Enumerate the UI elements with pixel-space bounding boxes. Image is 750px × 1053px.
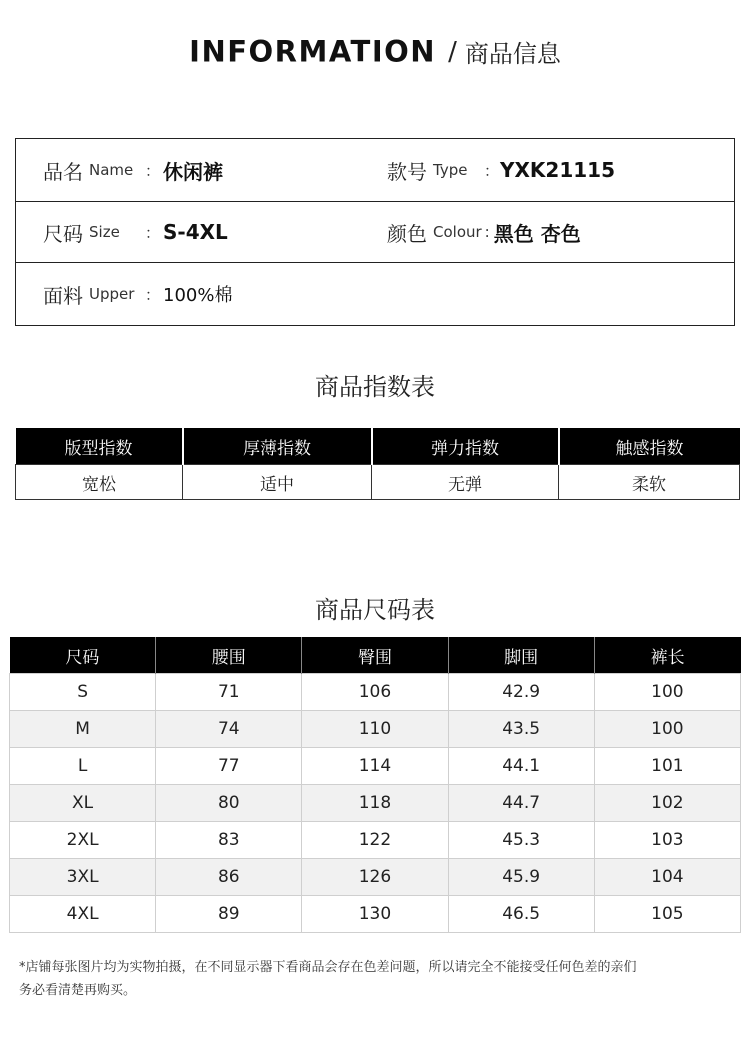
product-info-box [15,138,735,326]
table-row [10,748,741,785]
disclaimer-line-1: *店铺每张图片均为实物拍摄，在不同显示器下看商品会存在色差问题，所以请完全不能接受任何色差的亲们 [19,960,637,975]
length-cell: 105 [594,896,740,933]
index-section-title: 商品指数表 [315,373,435,401]
header-separator: / [448,36,457,67]
waist-cell: 80 [156,785,302,822]
size-header-length: 裤长 [594,637,740,674]
index-table [15,428,740,500]
hip-cell: 118 [302,785,448,822]
name-label-cn: 品名 [43,159,83,184]
type-label-cn: 款号 [387,159,427,184]
name-label-en: Name [89,161,134,179]
info-row-size-colour [16,202,734,263]
size-cell: 2XL [10,822,156,859]
size-section-title: 商品尺码表 [315,596,435,624]
index-value-thickness: 适中 [183,465,372,500]
size-table [9,637,741,933]
field-name-value [163,139,223,201]
size-header-waist: 腰围 [156,637,302,674]
upper-value: 100%棉 [163,285,233,306]
hem-cell: 46.5 [448,896,594,933]
size-colon: ： [145,223,161,242]
disclaimer-note [19,956,731,1002]
field-name-colon [145,139,160,201]
field-upper-colon [145,263,160,325]
table-row [10,674,741,711]
info-row-name-type [16,139,734,202]
disclaimer-line-2: 务必看清楚再购买。 [19,983,137,998]
field-upper [43,263,134,325]
index-value-elasticity: 无弹 [372,465,559,500]
size-cell: 3XL [10,859,156,896]
table-row [10,785,741,822]
type-value: YXK21115 [500,158,615,182]
upper-label-cn: 面料 [43,283,83,308]
table-row [10,896,741,933]
index-table-header-row [16,428,740,465]
hem-cell: 44.1 [448,748,594,785]
waist-cell: 77 [156,748,302,785]
field-colour [387,202,581,262]
size-value: S-4XL [163,220,228,244]
header-title-en: INFORMATION [189,34,437,69]
type-colon: ： [484,161,500,180]
size-cell: M [10,711,156,748]
size-cell: 4XL [10,896,156,933]
index-value-fit: 宽松 [16,465,183,500]
field-name [43,139,133,201]
size-table-header-row [10,637,741,674]
waist-cell: 71 [156,674,302,711]
table-row [10,822,741,859]
waist-cell: 89 [156,896,302,933]
index-header-elasticity: 弹力指数 [372,428,559,465]
hem-cell: 42.9 [448,674,594,711]
index-value-touch: 柔软 [559,465,740,500]
type-label-en: Type [433,161,468,179]
field-size-value [163,202,228,262]
hip-cell: 110 [302,711,448,748]
field-type [387,139,467,201]
index-table-value-row [16,465,740,500]
size-header-hem: 脚围 [448,637,594,674]
length-cell: 101 [594,748,740,785]
length-cell: 100 [594,711,740,748]
field-upper-value [163,263,232,325]
upper-label-en: Upper [89,285,135,303]
table-row [10,859,741,896]
length-cell: 102 [594,785,740,822]
size-cell: L [10,748,156,785]
length-cell: 104 [594,859,740,896]
index-header-touch: 触感指数 [559,428,740,465]
field-size [43,202,120,262]
size-header-hip: 臀围 [302,637,448,674]
hip-cell: 114 [302,748,448,785]
hem-cell: 43.5 [448,711,594,748]
hip-cell: 122 [302,822,448,859]
waist-cell: 83 [156,822,302,859]
field-type-value [500,139,615,201]
length-cell: 103 [594,822,740,859]
page-header [0,34,750,69]
size-label-cn: 尺码 [43,221,83,246]
hip-cell: 130 [302,896,448,933]
colour-label-en: Colour [433,223,482,241]
size-header-size: 尺码 [10,637,156,674]
hip-cell: 126 [302,859,448,896]
index-header-fit: 版型指数 [16,428,183,465]
hem-cell: 45.9 [448,859,594,896]
size-cell: XL [10,785,156,822]
waist-cell: 86 [156,859,302,896]
upper-colon: ： [145,285,161,304]
table-row [10,711,741,748]
header-title-cn: 商品信息 [464,40,561,68]
colour-value: 黑色 杏色 [493,221,581,246]
waist-cell: 74 [156,711,302,748]
index-header-thickness: 厚薄指数 [183,428,372,465]
size-cell: S [10,674,156,711]
info-row-upper [16,263,734,325]
hem-cell: 45.3 [448,822,594,859]
hip-cell: 106 [302,674,448,711]
field-type-colon [484,139,499,201]
name-colon: ： [145,161,161,180]
field-size-colon [145,202,160,262]
name-value: 休闲裤 [163,159,223,184]
hem-cell: 44.7 [448,785,594,822]
colour-label-cn: 颜色 [387,221,427,246]
colour-colon: : [484,223,490,241]
size-label-en: Size [89,223,120,241]
length-cell: 100 [594,674,740,711]
